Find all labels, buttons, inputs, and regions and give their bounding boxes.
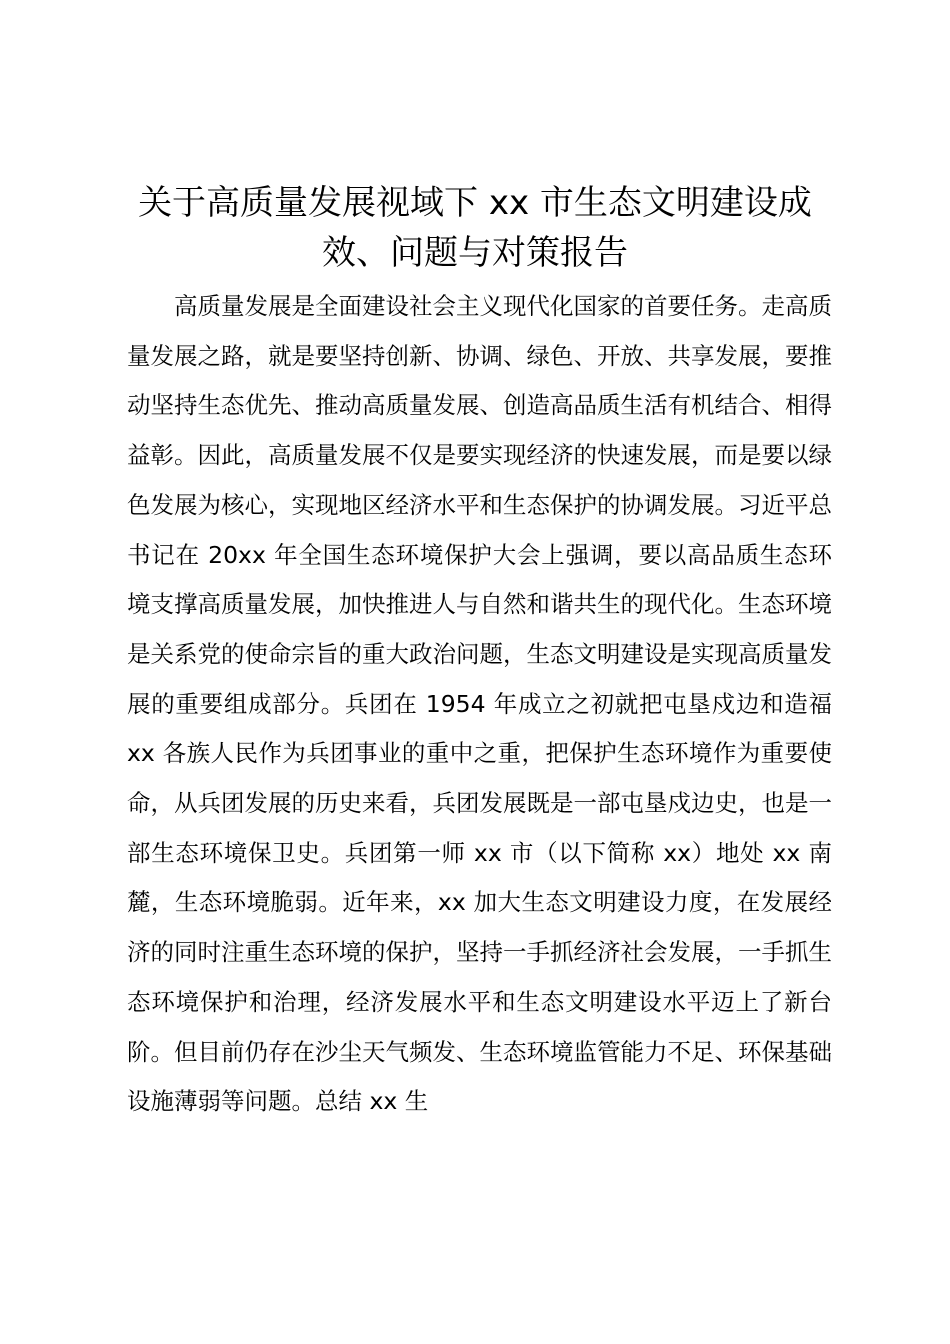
- document-title: 关于高质量发展视域下 xx 市生态文明建设成效、问题与对策报告: [138, 183, 812, 273]
- body-paragraph: 高质量发展是全面建设社会主义现代化国家的首要任务。走高质量发展之路，就是要坚持创新、协调、绿色、开放、共享发展，要推动坚持生态优先、推动高质量发展、创造高品质生活有机结合、相得益彰。因此，高质量发展不仅是要实现经济的快速发展，而是要以绿色发展为核心，实现地区经济水平和生态保护的协调发展。习近平总书记在 20xx 年全国生态环境保护大会上强调，要以高品质生态环境支撑高质量发展，加快推进人与自然和谐共生的现代化。生态环境是关系党的使命宗旨的重大政治问题，生态文明建设是实现高质量发展的重要组成部分。兵团在 1954 年成立之初就把屯垦戍边和造福 xx 各族人民作为兵团事业的重中之重，把保护生态环境作为重要使命，从兵团发展的历史来看，兵团发展既是一部屯垦戍边史，也是一部生态环境保卫史。兵团第一师 xx 市（以下简称 xx）地处 xx 南麓，生态环境脆弱。近年来，xx 加大生态文明建设力度，在发展经济的同时注重生态环境的保护，坚持一手抓经济社会发展，一手抓生态环境保护和治理，经济发展水平和生态文明建设水平迈上了新台阶。但目前仍存在沙尘天气频发、生态环境监管能力不足、环保基础设施薄弱等问题。总结 xx 生: [127, 292, 832, 1116]
